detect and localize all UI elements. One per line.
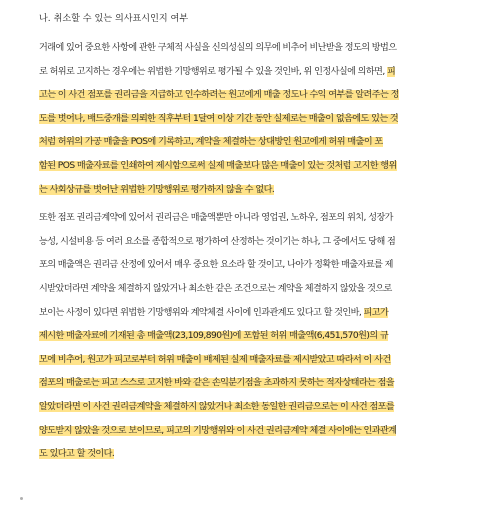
highlighted-text: 처럼 허위의 가공 매출을 POS에 기록하고, 계약을 체결하는 상대방인 원고에게 허위 매출이 포 [39, 137, 383, 148]
text-line [39, 179, 487, 203]
text-line [39, 420, 487, 444]
paragraph-misrepresentation [39, 37, 487, 202]
plain-text: 또한 점포 권리금계약에 있어서 권리금은 매출액뿐만 아니라 영업권, 노하우, 점포의 위치, 성장가 [39, 213, 393, 224]
highlighted-text: 점포의 매출로는 피고 스스로 고지한 바와 같은 손익분기점을 초과하지 못하는 적자상태라는 점을 [39, 378, 395, 389]
text-line [39, 84, 487, 108]
margin-dot [20, 497, 23, 500]
highlighted-text: 피고가 [363, 307, 389, 318]
highlighted-text: 양도받지 않았을 것으로 보이므로, 피고의 기망행위와 이 사건 권리금계약 체결 사이에는 인과관계 [39, 425, 397, 436]
highlighted-text: 는 사회상규를 벗어난 위법한 기망행위로 평가하지 않을 수 없다. [39, 184, 275, 195]
text-line [39, 278, 487, 302]
plain-text: 능성, 시설비용 등 여러 요소를 종합적으로 평가하여 산정하는 것이기는 하나, 그 중에서도 당해 점 [39, 236, 396, 247]
text-line [39, 302, 487, 326]
text-line [39, 231, 487, 255]
plain-text: 로 허위로 고지하는 경우에는 위법한 기망행위로 평가될 수 있을 것인바, 위 인정사실에 의하면, [39, 66, 388, 77]
plain-text: 거래에 있어 중요한 사항에 관한 구체적 사실을 신의성실의 의무에 비추어 비난받을 정도의 방법으 [39, 43, 397, 53]
text-line [39, 254, 487, 278]
text-line [39, 131, 487, 155]
highlighted-text: 제시한 매출자료에 기재된 총 매출액(23,109,890원)에 포함된 허위 매출액(6,451,570원)의 규 [39, 331, 389, 342]
text-line [39, 372, 487, 396]
highlighted-text: 도 있다고 할 것이다. [39, 449, 115, 460]
text-line [39, 155, 487, 179]
plain-text: 시받았더라면 계약을 체결하지 않았거나 최소한 같은 조건으로는 계약을 체결하지 않았을 것으로 [39, 283, 392, 294]
highlighted-text: 모에 비추어, 원고가 피고로부터 허위 매출이 배제된 실제 매출자료를 제시받았고 따라서 이 사건 [39, 354, 391, 365]
highlighted-text: 함된 POS 매출자료를 인쇄하여 제시함으로써 실제 매출보다 많은 매출이 있는 것처럼 고지한 행위 [39, 160, 397, 171]
highlighted-text: 알았더라면 이 사건 권리금계약을 체결하지 않았거나 최소한 동일한 권리금으로는 이 사건 점포를 [39, 401, 395, 412]
text-line [39, 37, 487, 61]
text-line [39, 207, 487, 231]
text-line [39, 396, 487, 420]
text-line [39, 349, 487, 373]
text-line [39, 61, 487, 85]
text-line [39, 325, 487, 349]
plain-text: 보이는 사정이 있다면 위법한 기망행위와 계약체결 사이에 인과관계도 있다고 할 것인바, [39, 307, 364, 318]
highlighted-text: 도를 벗어나, 배드중개를 의뢰한 직후부터 1달여 이상 기간 동안 실제로는 매출이 없음에도 있는 것 [39, 113, 399, 124]
text-line [39, 443, 487, 467]
paragraph-causation [39, 207, 487, 467]
plain-text: 포의 매출액은 권리금 산정에 있어서 매우 중요한 요소라 할 것이고, 나아가 정확한 매출자료를 제 [39, 260, 393, 271]
text-line [39, 108, 487, 132]
highlighted-text: 피 [387, 66, 396, 77]
highlighted-text: 고는 이 사건 점포를 권리금을 지급하고 인수하려는 원고에게 매출 정도나 수익 여부를 알려주는 정 [39, 90, 399, 101]
section-heading: 나. 취소할 수 있는 의사표시인지 여부 [39, 14, 189, 24]
